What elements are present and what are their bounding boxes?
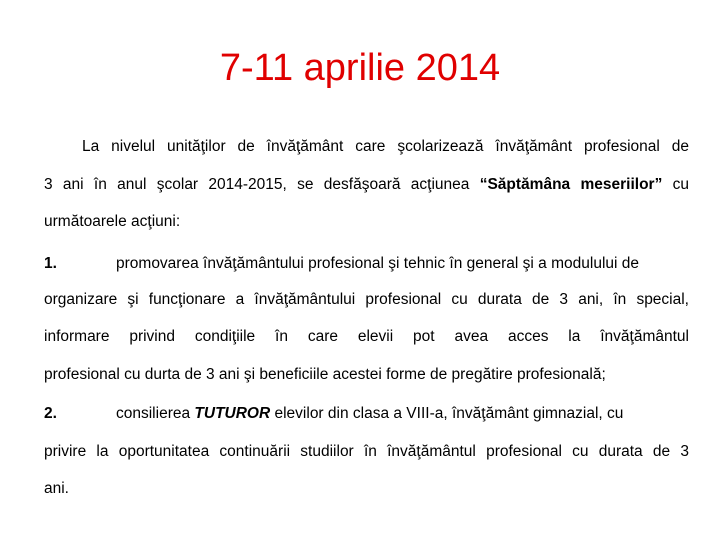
item-1-line-4: profesional cu durta de 3 ani şi beneficiile acestei forme de pregătire profesională; — [44, 366, 606, 383]
intro-line-1: La nivelul unităţilor de învăţământ care şcolarizează învăţământ profesional de — [82, 138, 689, 155]
intro-line-2 — [44, 175, 689, 195]
item-2-line-2: privire la oportunitatea continuării studiilor în învăţământul profesional cu durata de 3 — [44, 443, 689, 460]
emphasis-tuturor: TUTUROR — [194, 405, 271, 422]
item-1-number: 1. — [44, 255, 57, 272]
item-2-text: consilierea — [116, 405, 195, 422]
action-name: “Săptămâna meseriilor” — [479, 176, 663, 193]
item-2-number: 2. — [44, 405, 57, 422]
item-2-line-3: ani. — [44, 480, 69, 497]
intro-text: 3 ani în anul şcolar 2014-2015, se desfăşoară acţiunea — [44, 176, 480, 193]
item-1-line-1 — [44, 254, 689, 274]
slide-title: 7-11 aprilie 2014 — [219, 47, 501, 89]
item-2-line-1 — [44, 404, 689, 424]
item-1-line-3: informare privind condiţiile în care elevii pot avea acces la învăţământul — [44, 328, 689, 345]
intro-text-end: cu — [662, 176, 690, 193]
item-2-text-end: elevilor din clasa a VIII-a, învăţământ gimnazial, cu — [270, 405, 624, 422]
intro-line-3: următoarele acţiuni: — [44, 213, 181, 230]
item-1-line-2: organizare şi funcţionare a învăţământului profesional cu durata de 3 ani, în special, — [44, 291, 689, 308]
item-1-text: promovarea învăţământului profesional şi tehnic în general şi a modulului de — [116, 255, 639, 272]
